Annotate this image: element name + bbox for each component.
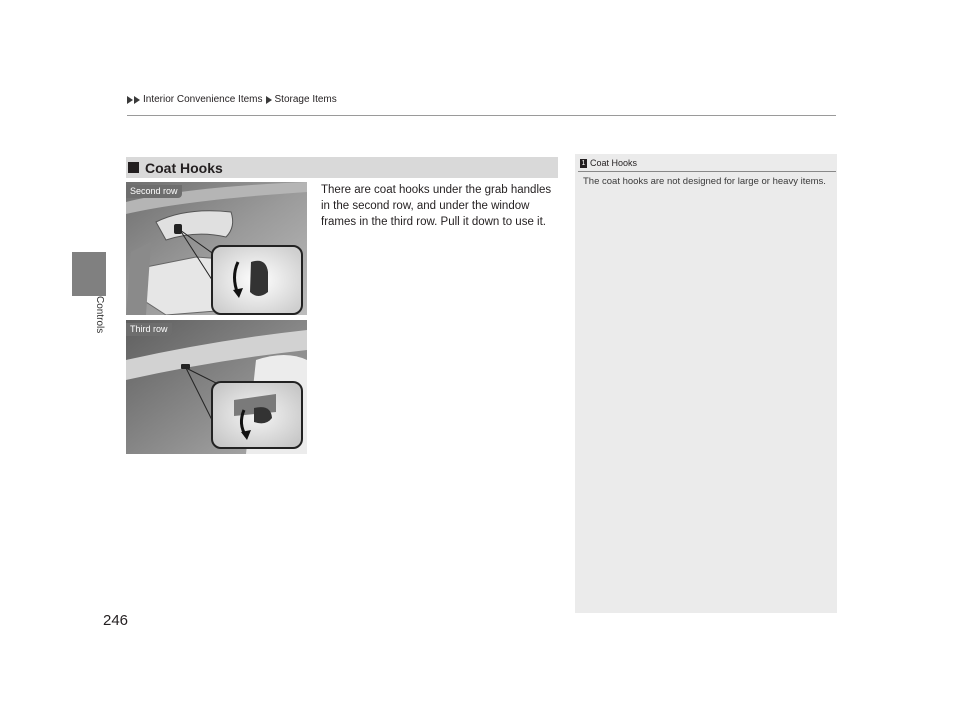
second-row-label: Second row (126, 185, 182, 198)
breadcrumb-level-1: Interior Convenience Items (143, 94, 263, 105)
header-rule (127, 115, 836, 116)
second-row-illustration (126, 182, 307, 315)
section-body: There are coat hooks under the grab handles in the second row, and under the window frames in the third row. Pull it down to use it. (321, 184, 552, 228)
breadcrumb-level-2: Storage Items (274, 94, 337, 105)
note-heading-text: Coat Hooks (590, 158, 638, 168)
arrow-icon (266, 96, 272, 104)
side-tab (72, 252, 106, 296)
section-title: Coat Hooks (145, 159, 223, 176)
note-heading (580, 158, 637, 168)
double-arrow-icon (127, 96, 140, 104)
breadcrumb (127, 94, 337, 105)
figure-second-row (126, 182, 307, 315)
figure-third-row (126, 320, 307, 454)
note-rule (578, 171, 836, 172)
note-panel (575, 154, 837, 613)
page-number: 246 (103, 612, 129, 629)
note-text: The coat hooks are not designed for large or heavy items. (583, 176, 826, 187)
side-tab-label: Controls (94, 296, 105, 334)
square-bullet-icon (128, 162, 139, 173)
third-row-label: Third row (126, 323, 172, 336)
note-icon: 1 (581, 159, 586, 167)
third-row-illustration (126, 320, 307, 454)
section-heading (126, 157, 558, 178)
